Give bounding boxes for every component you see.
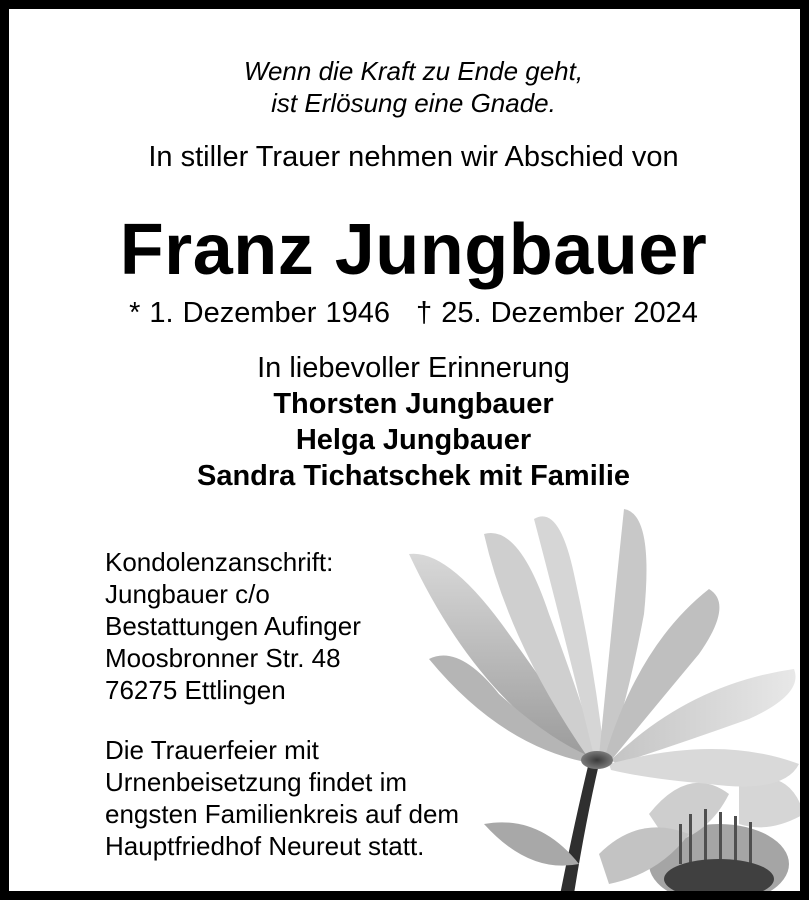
life-dates (9, 295, 809, 331)
address-line: 76275 Ettlingen (105, 675, 286, 705)
ceremony-line: Hauptfriedhof Neureut statt. (105, 831, 425, 861)
address-line: Bestattungen Aufinger (105, 611, 361, 641)
ceremony-line: Die Trauerfeier mit (105, 735, 319, 765)
memory-heading: In liebevoller Erinnerung (257, 352, 570, 384)
motto-line-1: Wenn die Kraft zu Ende geht, (243, 56, 584, 86)
intro-text: In stiller Trauer nehmen wir Abschied von (148, 141, 679, 173)
motto-line-2: ist Erlösung eine Gnade. (271, 88, 556, 118)
ceremony-line: engsten Familienkreis auf dem (105, 799, 460, 829)
memory-block (9, 350, 809, 494)
mourner-1: Thorsten Jungbauer (273, 388, 554, 420)
mourner-2: Helga Jungbauer (295, 424, 532, 456)
address-line: Moosbronner Str. 48 (105, 643, 341, 673)
motto (9, 55, 809, 119)
deceased-name: Franz Jungbauer (119, 210, 708, 290)
address-line: Kondolenzanschrift: (105, 547, 334, 577)
condolence-address (105, 546, 361, 706)
birth-date: * 1. Dezember 1946 (129, 297, 391, 329)
address-line: Jungbauer c/o (105, 579, 270, 609)
death-date: † 25. Dezember 2024 (416, 297, 698, 329)
ceremony-line: Urnenbeisetzung findet im (105, 767, 408, 797)
ceremony-info (105, 734, 459, 862)
mourner-3: Sandra Tichatschek mit Familie (196, 460, 631, 492)
